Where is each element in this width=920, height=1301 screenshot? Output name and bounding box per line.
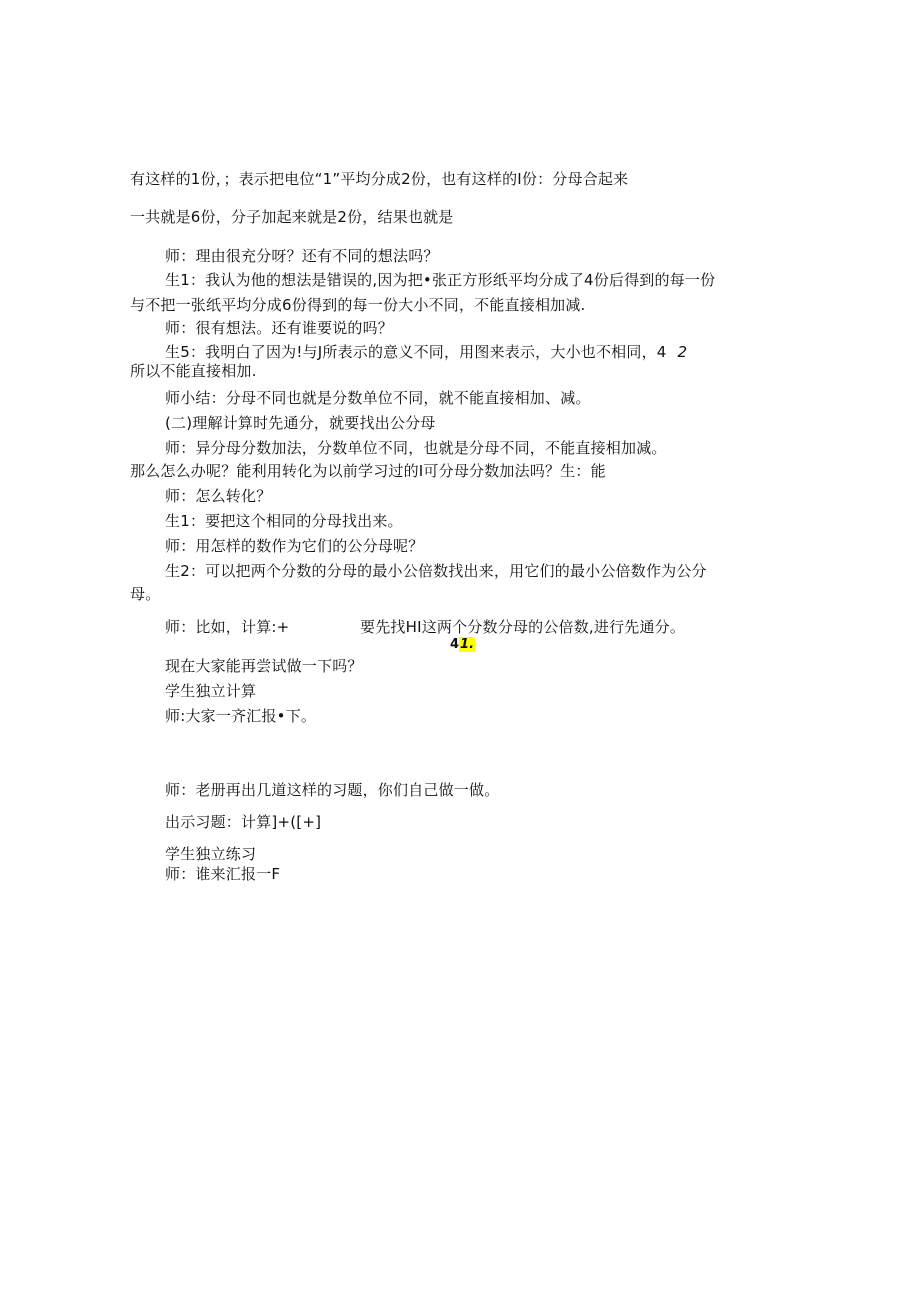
fraction-note [450, 637, 475, 652]
text-line: 师:大家一齐汇报•下。 [165, 707, 317, 725]
section-heading: (二)理解计算时先通分，就要找出公分母 [165, 414, 436, 432]
text-line: 师：用怎样的数作为它们的公分母呢？ [165, 537, 424, 555]
text-line: 师：异分母分数加法，分数单位不同，也就是分母不同，不能直接相加减。 [165, 439, 667, 457]
text-line: 所以不能直接相加. [130, 362, 257, 380]
text-line: 学生独立练习 [165, 845, 257, 863]
text-line: 生1：要把这个相同的分母找出来。 [165, 512, 403, 530]
text-line: 要先找HI这两个分数分母的公倍数,进行先通分。 [360, 618, 686, 636]
text-line: 那么怎么办呢？能利用转化为以前学习过的I可分母分数加法吗？生：能 [130, 462, 606, 480]
text-line: 师：老册再出几道这样的习题，你们自己做一做。 [165, 781, 500, 799]
text-line: 学生独立计算 [165, 682, 257, 700]
text-line: 师：比如，计算:+ [165, 618, 290, 636]
text-line: 有这样的1份，；表示把电位“1”平均分成2份，也有这样的I份：分母合起来 [130, 170, 629, 188]
text-line: 与不把一张纸平均分成6份得到的每一份大小不同，不能直接相加减. [130, 296, 586, 314]
text-segment: 生5：我明白了因为!与J所表示的意义不同，用图来表示，大小也不相同，4 [165, 343, 667, 361]
text-line: 母。 [130, 585, 161, 603]
text-line: 一共就是6份，分子加起来就是2份，结果也就是 [130, 208, 454, 226]
text-line: 出示习题：计算]+([+] [165, 813, 322, 831]
text-line: 生2：可以把两个分数的分母的最小公倍数找出来，用它们的最小公倍数作为公分 [165, 562, 707, 580]
text-line [165, 342, 687, 362]
text-line: 师：谁来汇报一F [165, 865, 281, 883]
text-line: 生1：我认为他的想法是错误的,因为把•张正方形纸平均分成了4份后得到的每一份 [165, 271, 716, 289]
text-line: 师：怎么转化？ [165, 487, 272, 505]
text-line: 师：理由很充分呀？还有不同的想法吗？ [165, 247, 439, 265]
text-line: 现在大家能再尝试做一下吗？ [165, 657, 363, 675]
highlighted-mark: 1. [460, 637, 475, 652]
text-line: 师小结：分母不同也就是分数单位不同，就不能直接相加、减。 [165, 389, 591, 407]
text-segment: 2 [677, 343, 688, 361]
text-line: 师：很有想法。还有谁要说的吗？ [165, 319, 394, 337]
fraction-note-number: 4 [450, 637, 460, 652]
